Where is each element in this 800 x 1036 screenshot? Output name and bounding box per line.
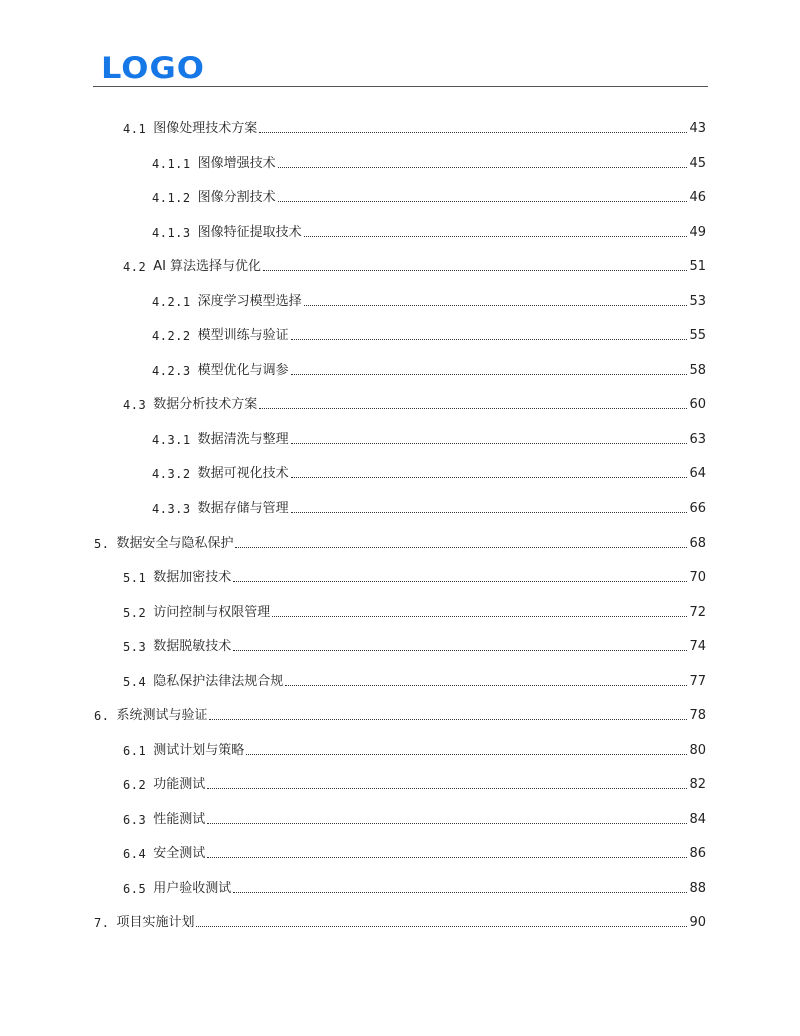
- toc-entry-4-2-1[interactable]: [152, 290, 706, 310]
- dot-leader: [207, 857, 687, 858]
- page-number: 70: [689, 570, 706, 585]
- dot-leader: [259, 132, 687, 133]
- dot-leader: [235, 547, 687, 548]
- toc-entry-6[interactable]: [94, 704, 706, 724]
- toc-entry-4-2-2[interactable]: [152, 324, 706, 344]
- entry-title: 用户验收测试: [153, 881, 232, 896]
- dot-leader: [285, 685, 687, 686]
- dot-leader: [291, 339, 688, 340]
- entry-number: 5.1: [123, 571, 147, 585]
- dot-leader: [233, 892, 687, 893]
- entry-title: 数据加密技术: [153, 570, 232, 585]
- toc-entry-4-2[interactable]: [123, 255, 706, 275]
- entry-title: 数据脱敏技术: [153, 639, 232, 654]
- page-number: 88: [689, 881, 706, 896]
- toc-entry-7[interactable]: [94, 911, 706, 931]
- dot-leader: [207, 788, 687, 789]
- toc-entry-4-1-1[interactable]: [152, 152, 706, 172]
- entry-title: 图像特征提取技术: [197, 225, 302, 240]
- dot-leader: [291, 443, 688, 444]
- toc-entry-4-1-2[interactable]: [152, 186, 706, 206]
- entry-title: 功能测试: [153, 777, 206, 792]
- page-number: 86: [689, 846, 706, 861]
- toc-entry-4-3[interactable]: [123, 393, 706, 413]
- entry-title: 性能测试: [153, 812, 206, 827]
- toc-entry-6-2[interactable]: [123, 773, 706, 793]
- dot-leader: [259, 408, 687, 409]
- dot-leader: [263, 270, 687, 271]
- dot-leader: [246, 754, 687, 755]
- page-number: 49: [689, 225, 706, 240]
- entry-title: AI 算法选择与优化: [153, 259, 262, 274]
- page-number: 80: [689, 743, 706, 758]
- page-number: 74: [689, 639, 706, 654]
- entry-number: 7.: [94, 916, 110, 930]
- page-number: 46: [689, 190, 706, 205]
- toc-entry-5-3[interactable]: [123, 635, 706, 655]
- page-number: 60: [689, 397, 706, 412]
- entry-title: 模型优化与调参: [197, 363, 289, 378]
- entry-number: 6.5: [123, 882, 147, 896]
- entry-number: 4.1.3: [152, 226, 191, 240]
- entry-number: 5.: [94, 537, 110, 551]
- entry-title: 数据分析技术方案: [153, 397, 258, 412]
- toc-entry-6-4[interactable]: [123, 842, 706, 862]
- dot-leader: [233, 581, 687, 582]
- entry-number: 4.1.2: [152, 191, 191, 205]
- page-number: 77: [689, 674, 706, 689]
- entry-title: 访问控制与权限管理: [153, 605, 271, 620]
- entry-title: 数据安全与隐私保护: [116, 536, 234, 551]
- entry-number: 4.1: [123, 122, 147, 136]
- toc-entry-5-4[interactable]: [123, 670, 706, 690]
- dot-leader: [209, 719, 687, 720]
- page-number: 51: [689, 259, 706, 274]
- dot-leader: [207, 823, 687, 824]
- page-number: 63: [689, 432, 706, 447]
- toc-entry-6-1[interactable]: [123, 739, 706, 759]
- entry-number: 4.2: [123, 260, 147, 274]
- entry-title: 数据可视化技术: [197, 466, 289, 481]
- entry-number: 4.2.3: [152, 364, 191, 378]
- entry-title: 图像分割技术: [197, 190, 276, 205]
- entry-number: 5.3: [123, 640, 147, 654]
- toc-entry-6-3[interactable]: [123, 808, 706, 828]
- entry-number: 4.3: [123, 398, 147, 412]
- dot-leader: [304, 305, 688, 306]
- entry-number: 5.2: [123, 606, 147, 620]
- entry-title: 深度学习模型选择: [197, 294, 302, 309]
- entry-number: 4.1.1: [152, 157, 191, 171]
- entry-title: 测试计划与策略: [153, 743, 245, 758]
- entry-title: 隐私保护法律法规合规: [153, 674, 284, 689]
- entry-number: 5.4: [123, 675, 147, 689]
- toc-entry-5[interactable]: [94, 532, 706, 552]
- entry-title: 模型训练与验证: [197, 328, 289, 343]
- entry-number: 6.1: [123, 744, 147, 758]
- entry-title: 图像增强技术: [197, 156, 276, 171]
- page-number: 53: [689, 294, 706, 309]
- toc-entry-4-2-3[interactable]: [152, 359, 706, 379]
- toc-entry-4-3-1[interactable]: [152, 428, 706, 448]
- logo: LOGO: [101, 50, 205, 86]
- toc-entry-4-1-3[interactable]: [152, 221, 706, 241]
- toc-entry-6-5[interactable]: [123, 877, 706, 897]
- entry-title: 数据清洗与整理: [197, 432, 289, 447]
- entry-number: 4.2.2: [152, 329, 191, 343]
- entry-number: 6.: [94, 709, 110, 723]
- dot-leader: [278, 201, 688, 202]
- dot-leader: [272, 616, 687, 617]
- dot-leader: [291, 374, 688, 375]
- page-number: 90: [689, 915, 706, 930]
- page-number: 64: [689, 466, 706, 481]
- page-number: 55: [689, 328, 706, 343]
- page-number: 45: [689, 156, 706, 171]
- dot-leader: [196, 926, 687, 927]
- page-number: 72: [689, 605, 706, 620]
- entry-number: 6.2: [123, 778, 147, 792]
- page-number: 68: [689, 536, 706, 551]
- entry-title: 系统测试与验证: [116, 708, 208, 723]
- dot-leader: [291, 477, 688, 478]
- entry-number: 4.3.2: [152, 467, 191, 481]
- entry-title: 数据存储与管理: [197, 501, 289, 516]
- entry-title: 项目实施计划: [116, 915, 195, 930]
- dot-leader: [291, 512, 688, 513]
- toc-entry-5-1[interactable]: [123, 566, 706, 586]
- toc-entry-4-1[interactable]: [123, 117, 706, 137]
- page-number: 43: [689, 121, 706, 136]
- page-number: 58: [689, 363, 706, 378]
- toc-entry-4-3-2[interactable]: [152, 462, 706, 482]
- toc-entry-4-3-3[interactable]: [152, 497, 706, 517]
- entry-title: 安全测试: [153, 846, 206, 861]
- entry-number: 4.3.3: [152, 502, 191, 516]
- dot-leader: [304, 236, 688, 237]
- page-number: 66: [689, 501, 706, 516]
- entry-title: 图像处理技术方案: [153, 121, 258, 136]
- page-number: 82: [689, 777, 706, 792]
- entry-number: 4.3.1: [152, 433, 191, 447]
- entry-number: 6.4: [123, 847, 147, 861]
- toc-entry-5-2[interactable]: [123, 601, 706, 621]
- entry-number: 4.2.1: [152, 295, 191, 309]
- dot-leader: [278, 167, 688, 168]
- page-number: 78: [689, 708, 706, 723]
- page-number: 84: [689, 812, 706, 827]
- dot-leader: [233, 650, 687, 651]
- entry-number: 6.3: [123, 813, 147, 827]
